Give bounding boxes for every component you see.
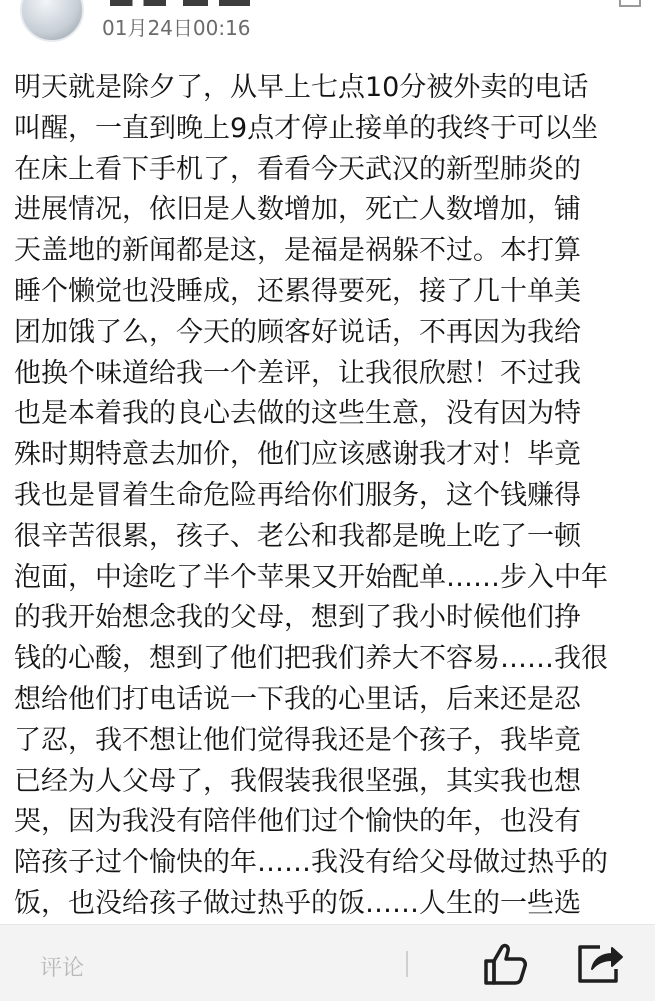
post-line: 钱的心酸，想到了他们把我们养大不容易……我很	[14, 643, 608, 675]
post-line: 天盖地的新闻都是这，是福是祸躲不过。本打算	[14, 235, 581, 267]
comment-bar	[0, 924, 655, 1001]
share-icon	[572, 939, 626, 989]
post-line: 的我开始想念我的父母，想到了我小时候他们挣	[14, 602, 581, 634]
post-line: 陪孩子过个愉快的年……我没有给父母做过热乎的	[14, 847, 608, 879]
thumbs-up-icon	[480, 939, 530, 989]
post-line: 很辛苦很累，孩子、老公和我都是晚上吃了一顿	[14, 520, 581, 552]
input-divider	[406, 951, 408, 977]
post-line: 已经为人父母了，我假装我很坚强，其实我也想	[14, 765, 581, 797]
post-line: 睡个懒觉也没睡成，还累得要死，接了几十单美	[14, 275, 581, 307]
post-line: 我也是冒着生命危险再给你们服务，这个钱赚得	[14, 479, 581, 511]
comment-placeholder: 评论	[40, 956, 85, 981]
post-line: 明天就是除夕了，从早上七点10分被外卖的电话	[14, 72, 589, 103]
post-line: 泡面，中途吃了半个苹果又开始配单……步入中年	[14, 561, 608, 593]
post-line: 也是本着我的良心去做的这些生意，没有因为特	[14, 398, 581, 430]
post-line: 叫醒，一直到晚上9点才停止接单的我终于可以坐	[14, 112, 599, 144]
avatar[interactable]	[20, 0, 84, 42]
post-line: 在床上看下手机了，看看今天武汉的新型肺炎的	[14, 153, 581, 185]
like-button[interactable]	[480, 939, 530, 989]
comment-input[interactable]	[24, 943, 414, 985]
username-cropped[interactable]	[110, 0, 250, 6]
post-line: 饭，也没给孩子做过热乎的饭……人生的一些选	[14, 887, 581, 919]
share-button[interactable]	[572, 939, 626, 989]
post-timestamp: 01月24日00:16	[102, 16, 251, 40]
more-icon[interactable]	[619, 0, 641, 7]
post-line: 他换个味道给我一个差评，让我很欣慰！不过我	[14, 357, 581, 389]
post-line: 哭，因为我没有陪伴他们过个愉快的年，也没有	[14, 806, 581, 838]
post-line: 团加饿了么，今天的顾客好说话，不再因为我给	[14, 316, 581, 348]
post-line: 想给他们打电话说一下我的心里话，后来还是忍	[14, 683, 581, 715]
post-line: 殊时期特意去加价，他们应该感谢我才对！毕竟	[14, 439, 581, 471]
post-body	[14, 68, 645, 966]
post-line: 了忍，我不想让他们觉得我还是个孩子，我毕竟	[14, 724, 581, 756]
post-line: 进展情况，依旧是人数增加，死亡人数增加，铺	[14, 194, 581, 226]
post-header	[0, 0, 655, 56]
